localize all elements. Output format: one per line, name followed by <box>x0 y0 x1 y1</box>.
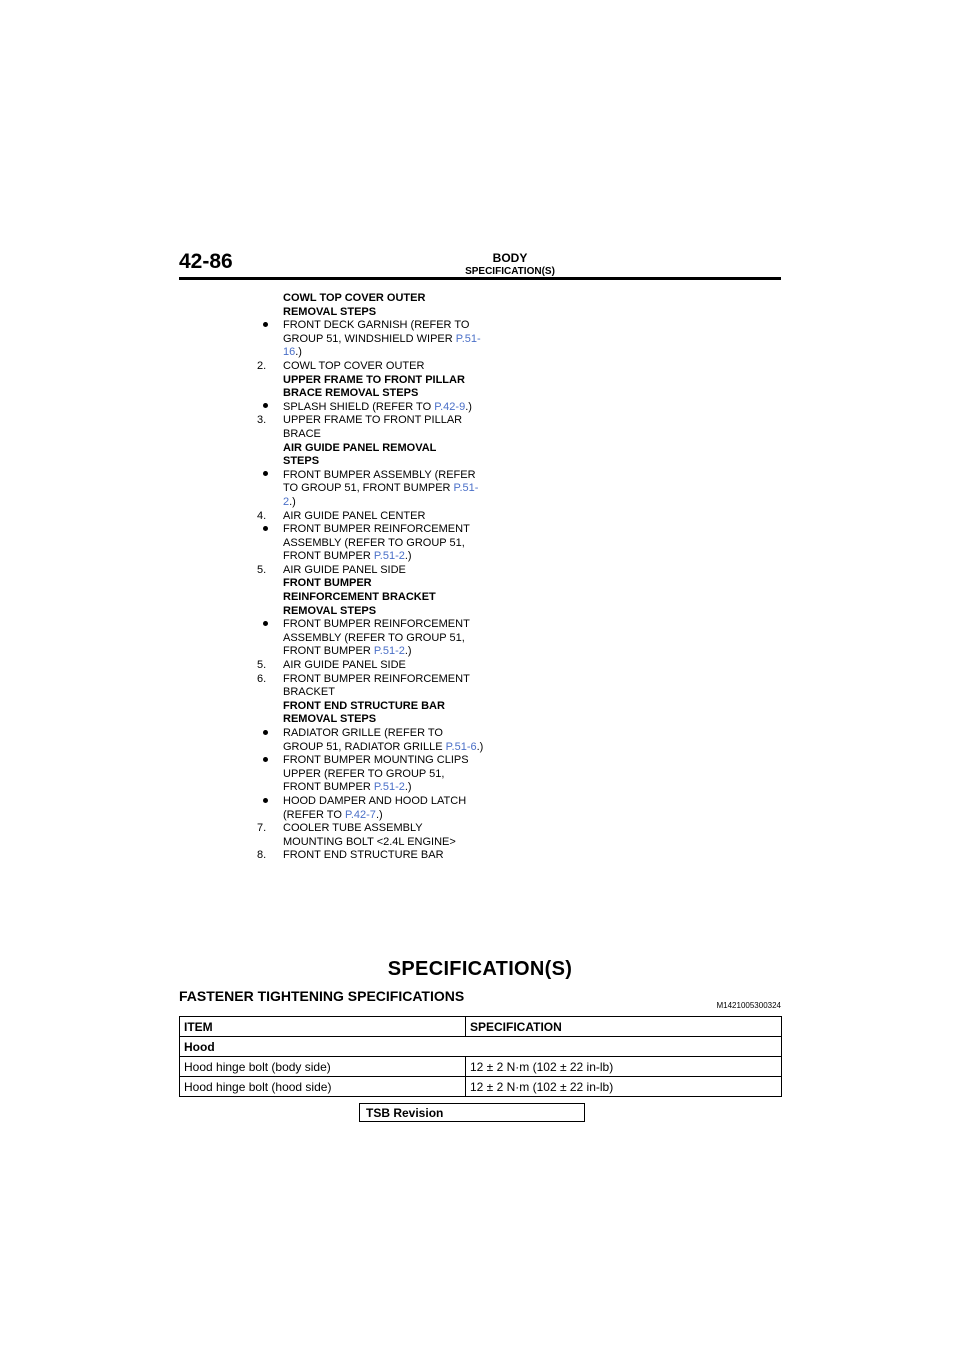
row-item: Hood hinge bolt (body side) <box>180 1057 466 1077</box>
heading-line: UPPER FRAME TO FRONT PILLAR <box>283 373 465 386</box>
bullet-icon <box>254 523 276 537</box>
page-reference-link[interactable]: P.51-2 <box>373 550 405 563</box>
heading-line: REMOVAL STEPS <box>283 713 377 726</box>
page-reference-link[interactable]: P.51-16 <box>283 332 481 359</box>
row-spec: 12 ± 2 N·m (102 ± 22 in-lb) <box>466 1077 782 1097</box>
steps-heading <box>254 700 484 727</box>
step-text: FRONT BUMPER REINFORCEMENT BRACKET <box>283 672 470 699</box>
header-rule <box>179 277 781 280</box>
bullet-step <box>254 469 484 510</box>
step-text: AIR GUIDE PANEL CENTER <box>283 509 426 522</box>
page-reference-link[interactable]: P.42-9 <box>434 400 466 413</box>
subsection-title: SPECIFICATION(S) <box>465 266 555 277</box>
bullet-icon <box>254 618 276 632</box>
heading-line: COWL TOP COVER OUTER <box>283 292 426 304</box>
steps-heading <box>254 374 484 401</box>
tsb-revision-box: TSB Revision <box>359 1103 585 1122</box>
step-text: FRONT BUMPER REINFORCEMENT ASSEMBLY (REFER TO GROUP 51, FRONT BUMPER <box>283 523 470 563</box>
page-reference-link[interactable]: P.51-2 <box>373 781 405 794</box>
step-number: 3. <box>257 414 267 427</box>
bullet-icon <box>254 795 276 809</box>
numbered-step <box>254 360 484 374</box>
step-text: RADIATOR GRILLE (REFER TO GROUP 51, RADIATOR GRILLE <box>283 727 446 753</box>
steps-heading <box>254 577 484 618</box>
step-number: 4. <box>257 509 267 522</box>
bullet-step <box>254 319 484 360</box>
step-text: COWL TOP COVER OUTER <box>283 359 425 372</box>
numbered-step <box>254 673 484 700</box>
page-reference-link[interactable]: P.51-6 <box>445 740 477 753</box>
bullet-step <box>254 401 484 415</box>
step-number: 8. <box>257 849 267 862</box>
specifications-title: SPECIFICATION(S) <box>387 958 573 980</box>
step-text: FRONT BUMPER MOUNTING CLIPS UPPER (REFER TO GROUP 51, FRONT BUMPER <box>283 754 469 794</box>
step-number: 7. <box>257 822 267 835</box>
step-text: FRONT BUMPER ASSEMBLY (REFER TO GROUP 51, FRONT BUMPER <box>283 468 476 495</box>
step-text: HOOD DAMPER AND HOOD LATCH (REFER TO <box>283 794 467 821</box>
bullet-icon <box>254 469 276 483</box>
step-text-tail: .) <box>295 346 302 359</box>
heading-line: FRONT BUMPER <box>283 577 372 590</box>
header-item: ITEM <box>180 1017 466 1037</box>
step-text: AIR GUIDE PANEL SIDE <box>283 563 406 576</box>
page-reference-link[interactable]: P.42-7 <box>344 808 376 821</box>
heading-line: AIR GUIDE PANEL REMOVAL <box>283 441 437 454</box>
step-text-tail: .) <box>375 808 383 821</box>
row-item: Hood hinge bolt (hood side) <box>180 1077 466 1097</box>
heading-line: REMOVAL STEPS <box>283 305 377 318</box>
numbered-step <box>254 659 484 673</box>
page-reference-link[interactable]: P.51-2 <box>283 482 479 508</box>
step-text-tail: .) <box>404 781 412 794</box>
document-code: M1421005300324 <box>716 1001 781 1010</box>
fastener-spec-table <box>179 1016 782 1097</box>
heading-line: REMOVAL STEPS <box>283 604 377 617</box>
heading-line: BRACE REMOVAL STEPS <box>283 387 419 400</box>
bullet-step <box>254 754 484 795</box>
step-text-tail: .) <box>465 400 472 413</box>
table-group-row <box>180 1037 782 1057</box>
step-text: UPPER FRAME TO FRONT PILLAR BRACE <box>283 414 463 440</box>
step-text-tail: .) <box>404 645 412 658</box>
step-number: 5. <box>257 563 267 576</box>
numbered-step <box>254 849 484 863</box>
page-number: 42-86 <box>179 250 233 273</box>
step-text-tail: .) <box>476 740 484 753</box>
bullet-icon <box>254 754 276 768</box>
step-text: FRONT BUMPER REINFORCEMENT ASSEMBLY (REFER TO GROUP 51, FRONT BUMPER <box>283 618 470 658</box>
numbered-step <box>254 822 484 849</box>
removal-steps-list <box>254 292 484 863</box>
steps-heading <box>254 442 484 469</box>
step-number: 6. <box>257 672 267 685</box>
step-text-tail: .) <box>289 495 296 508</box>
section-title: BODY <box>492 251 528 265</box>
heading-line: REINFORCEMENT BRACKET <box>283 591 436 604</box>
table-row <box>180 1057 782 1077</box>
steps-heading <box>254 292 484 319</box>
step-text: FRONT END STRUCTURE BAR <box>283 849 444 862</box>
table-row <box>180 1077 782 1097</box>
bullet-step <box>254 727 484 754</box>
fastener-title: FASTENER TIGHTENING SPECIFICATIONS <box>179 988 465 1004</box>
step-number: 2. <box>257 359 267 372</box>
step-text: COOLER TUBE ASSEMBLY MOUNTING BOLT <2.4L ENGINE> <box>283 822 456 848</box>
heading-line: STEPS <box>283 455 320 468</box>
bullet-step <box>254 523 484 564</box>
step-text: SPLASH SHIELD (REFER TO <box>283 400 435 413</box>
heading-line: FRONT END STRUCTURE BAR <box>283 699 445 712</box>
numbered-step <box>254 564 484 578</box>
step-text: FRONT DECK GARNISH (REFER TO GROUP 51, WINDSHIELD WIPER <box>283 319 470 345</box>
bullet-icon <box>254 319 276 333</box>
step-text: AIR GUIDE PANEL SIDE <box>283 659 406 672</box>
table-header-row <box>180 1017 782 1037</box>
group-label: Hood <box>180 1037 782 1057</box>
numbered-step <box>254 414 484 441</box>
bullet-icon <box>254 401 276 415</box>
step-number: 5. <box>257 659 267 672</box>
page-reference-link[interactable]: P.51-2 <box>373 645 405 658</box>
bullet-step <box>254 618 484 659</box>
row-spec: 12 ± 2 N·m (102 ± 22 in-lb) <box>466 1057 782 1077</box>
header-specification: SPECIFICATION <box>466 1017 782 1037</box>
bullet-icon <box>254 727 276 741</box>
step-text-tail: .) <box>404 550 412 563</box>
numbered-step <box>254 510 484 524</box>
bullet-step <box>254 795 484 822</box>
